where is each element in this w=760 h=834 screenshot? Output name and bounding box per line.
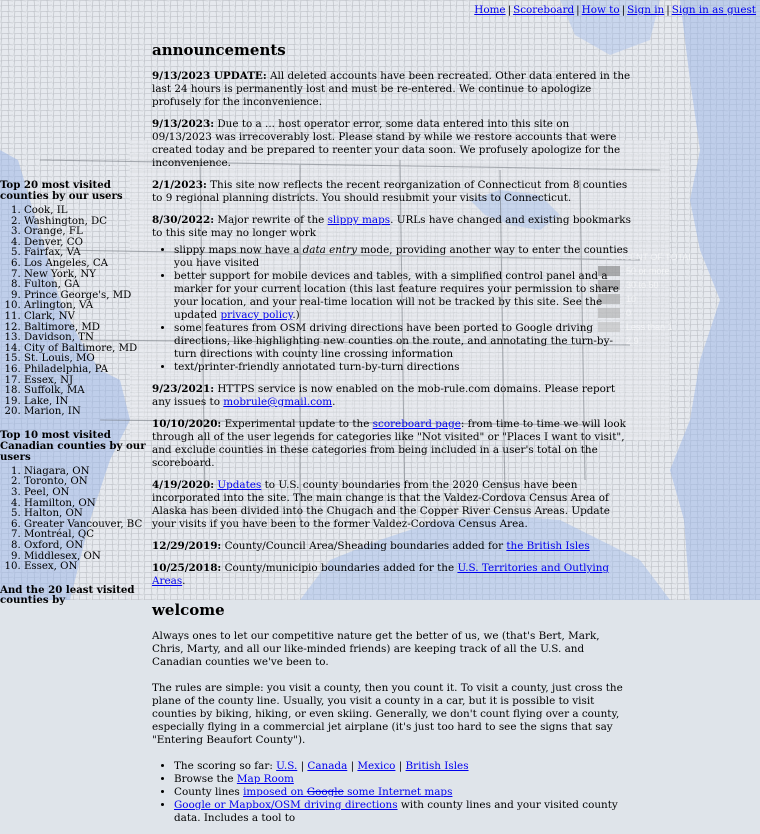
nav-howto-link[interactable]: How to [581,4,620,16]
list-item: 18. Suffolk, MA [24,386,147,397]
announcement-item [152,70,632,109]
announcement-date: 10/10/2020: [152,418,222,430]
list-item: 11. Clark, NV [24,312,147,323]
bullet-emphasis: data entry [302,244,358,256]
list-item: 8. Fulton, GA [24,280,147,291]
welcome-intro: Always ones to let our competitive nature get the better of us, we (that's Bert, Mark, Chris, Marty, and all our like-minded friends) are keeping track of all the U.S. and Canadian counties we've been to. [152,630,600,668]
link-separator: | [395,760,406,772]
scoreboard-page-link[interactable]: scoreboard page [372,418,461,430]
nav-separator: | [507,4,512,16]
legend-title: PERCENT OF TOTAL [605,252,694,262]
list-item: 14. City of Baltimore, MD [24,344,147,355]
announcements-heading: announcements [152,41,286,59]
list-item: 10. Arlington, VA [24,301,147,312]
link-separator: | [297,760,308,772]
email-link[interactable]: mobrule@gmail.com [223,396,333,408]
legend-row: 0 [626,308,632,318]
nav-home-link[interactable]: Home [474,4,506,16]
announcement-text: HTTPS service is now enabled on the mob-rule.com domains. Please report any issues to [152,383,616,408]
announcement-bullets [152,244,632,374]
announcement-text: . [332,396,336,408]
list-item: 20. Marion, IN [24,407,147,418]
announcement-date: 8/30/2022: [152,214,215,226]
bullet-text: .) [292,309,300,321]
announcement-text: This site now reflects the recent reorganization of Connecticut from 8 counties to 9 regional planning districts. You should resubmit your visits to Connecticut. [152,179,628,204]
british-isles-link[interactable]: the British Isles [506,540,590,552]
scoring-us-link[interactable]: U.S. [276,760,298,772]
list-item: 7. New York, NY [24,270,147,281]
announcement-text: Experimental update to the [221,418,373,430]
list-item: 12. Baltimore, MD [24,323,147,334]
list-item: 1. Cook, IL [24,206,147,217]
imposed-maps-link[interactable] [243,786,452,798]
announcement-item [152,540,632,553]
list-item: 7. Montréal, QC [24,530,147,541]
announcement-date: 10/25/2018: [152,562,222,574]
sidebar [0,180,147,606]
list-item: 6. Los Angeles, CA [24,259,147,270]
announcement-text: County/Council Area/Sheading boundaries added for [221,540,507,552]
list-item: 2. Toronto, ON [24,477,147,488]
link-strike-text: Google [306,786,344,798]
legend-row: Less than 1 [626,322,673,332]
announcement-text: Due to a ... host operator error, some data entered into this site on 09/13/2023 was irrecoverably lost. Please stand by while we restore accounts that were created today and be prepared to reenter your data soon. We profusely apologize for the inconvenience. [152,118,621,169]
bullet-text: slippy maps now have a [174,244,303,256]
list-item: 9. Prince George's, MD [24,291,147,302]
list-text: County lines [174,786,244,798]
scoring-canada-link[interactable]: Canada [307,760,348,772]
announcement-text: All deleted accounts have been recreated. Other data entered in the last 24 hours is permanently lost and must be re-entered. We continue to apologize profusely for the inconvenience. [152,70,631,108]
legend-row: 10 [626,294,637,304]
nav-signin-link[interactable]: Sign in [627,4,665,16]
us-top-counties-title: Top 20 most visited counties by our users [0,179,123,202]
list-item: 13. Davidson, TN [24,333,147,344]
list-item [174,773,632,786]
list-item: 5. Fairfax, VA [24,248,147,259]
announcement-item [152,418,632,470]
nav-separator: | [621,4,626,16]
canada-top-counties-title: Top 10 most visited Canadian counties by our users [0,428,146,463]
list-item: 1. Niagara, ON [24,467,147,478]
announcement-date: 9/23/2021: [152,383,215,395]
list-item [174,270,632,322]
list-item [174,244,632,270]
announcement-item [152,179,632,205]
list-item: 19. Lake, IN [24,397,147,408]
scoring-british-isles-link[interactable]: British Isles [405,760,469,772]
list-item: 5. Halton, ON [24,509,147,520]
map-room-link[interactable]: Map Room [236,773,294,785]
privacy-policy-link[interactable]: privacy policy [220,309,293,321]
list-item: 15. St. Louis, MO [24,354,147,365]
driving-directions-link[interactable]: Google or Mapbox/OSM driving directions [174,799,398,811]
announcement-text: : from time to time we will look through all of the user legends for categories like "Not visited" or "Places I want to visit", and exclude counties in these categories from being included in a user's total on the scoreboard. [152,418,626,469]
list-item: 10. Essex, ON [24,562,147,573]
nav-separator: | [666,4,670,16]
announcement-date: 12/29/2019: [152,540,222,552]
list-item [174,760,632,773]
announcement-item [152,562,632,588]
announcement-date: 9/13/2023 UPDATE: [152,70,267,82]
list-item: • some features from OSM driving directions have been ported to Google driving directions, like highlighting new counties on the route, and annotating the turn-by-turn directions with county line crossing information [174,322,632,361]
list-item: 4. Denver, CO [24,238,147,249]
announcement-item [152,383,632,409]
nav-signin-guest-link[interactable]: Sign in as guest [671,4,756,16]
announcement-item [152,479,632,531]
list-item: 8. Oxford, ON [24,541,147,552]
top-bar [0,0,760,30]
list-item: 17. Essex, NJ [24,376,147,387]
list-item: 2. Washington, DC [24,217,147,228]
main-content [152,42,632,834]
list-item: • text/printer-friendly annotated turn-by-turn directions [174,361,632,374]
announcement-date: 4/19/2020: [152,479,215,491]
slippy-maps-link[interactable]: slippy maps [327,214,391,226]
list-text: Browse the [174,773,237,785]
announcement-text: Major rewrite of the [214,214,328,226]
us-top-counties-list [0,206,147,418]
legend-row: 30 to 50 [626,280,659,290]
announcement-text: County/municipio boundaries added for the [221,562,458,574]
link-separator: | [347,760,358,772]
welcome-heading: welcome [152,601,225,619]
scoring-mexico-link[interactable]: Mexico [357,760,396,772]
list-text: with county lines and your visited county data. Includes a tool to [174,799,618,824]
top-nav [474,4,756,17]
updates-link[interactable]: Updates [217,479,262,491]
list-item [174,799,632,825]
announcement-item [152,118,632,170]
least-visited-title: And the 20 least visited counties by [0,583,135,607]
announcement-item [152,214,632,240]
list-item: 16. Philadelphia, PA [24,365,147,376]
announcement-text: to U.S. county boundaries from the 2020 Census have been incorporated into the site. The main change is that the Valdez-Cordova Census Area of Alaska has been divided into the Chugach and the Copper River Census Areas. Update your visits if you have been to the former Valdez-Cordova Census Area. [152,479,610,530]
welcome-rules: The rules are simple: you visit a county, then you count it. To visit a county, just cross the plane of the county line. Usually, you visit a county in a car, but it is possible to visit counties by biking, hiking, or even skiing. Generally, we don't count flying over a county, especially flying in a commercial jet airplane (it's just too hard to see the signs that say "Entering Beaufort County"). [152,682,623,746]
list-item [174,786,632,799]
list-item: 3. Orange, FL [24,227,147,238]
list-item: 9. Middlesex, ON [24,552,147,563]
announcement-date: 9/13/2023: [152,118,215,130]
us-territories-link[interactable]: U.S. Territories and Outlying Areas [152,562,610,587]
announcement-text: . URLs have changed and existing bookmarks to this site may no longer work [152,214,631,239]
announcement-date: 2/1/2023: [152,179,207,191]
legend-row: 50 or more [626,266,670,276]
bullet-text: better support for mobile devices and tables, with a simplified control panel and a marker for your current location (this last feature requires your permission to share your location, and your real-time location will not be tracked by this site. See the updated [174,270,619,321]
legend-row: 2.9 [626,336,639,346]
list-item: 6. Greater Vancouver, BC [24,520,147,531]
link-text: some Internet maps [343,786,453,798]
link-text: imposed on [243,786,307,798]
list-item: 3. Peel, ON [24,488,147,499]
welcome-links-list [152,760,632,825]
list-item: 4. Hamilton, ON [24,499,147,510]
nav-scoreboard-link[interactable]: Scoreboard [513,4,575,16]
bullet-text: mode, providing another way to enter the counties you have visited [174,244,629,269]
list-text: The scoring so far: [174,760,277,772]
announcement-text: . [182,575,186,587]
canada-top-counties-list [0,467,147,573]
nav-separator: | [576,4,580,16]
